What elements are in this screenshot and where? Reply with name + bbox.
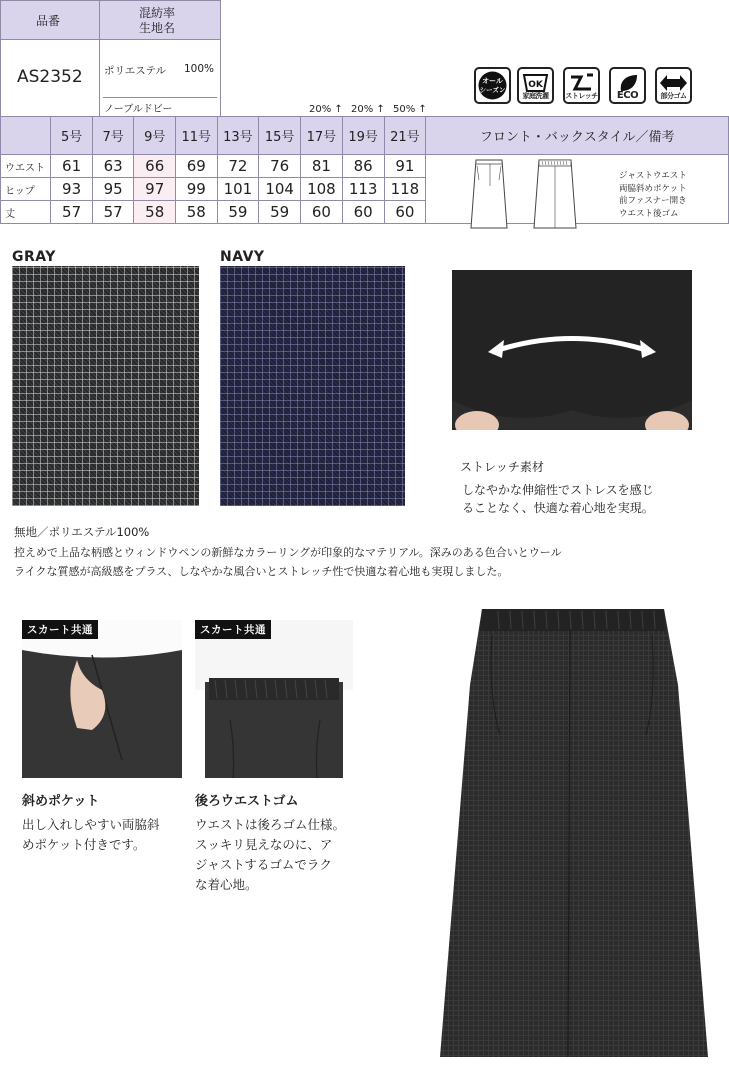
- gray-swatch: [12, 266, 199, 506]
- stretch-text-2: ることなく、快適な着心地を実現。: [462, 501, 654, 515]
- stretch-photo: [452, 270, 692, 445]
- table-cell: 69: [175, 155, 217, 178]
- skirt-front-drawing: [466, 158, 512, 230]
- elastic-text-4: な着心地。: [195, 877, 258, 892]
- elastic-text-3: ジャストするゴムでラク: [195, 857, 332, 872]
- stretch-title: ストレッチ素材: [460, 460, 544, 474]
- table-cell: 118: [384, 178, 426, 201]
- stretch-label: ストレッチ: [565, 92, 598, 100]
- table-cell: 101: [217, 178, 259, 201]
- table-cell: 72: [217, 155, 259, 178]
- pocket-text-1: 出し入れしやすい両脇斜: [22, 817, 160, 832]
- table-cell: 95: [92, 178, 134, 201]
- elastic-text-2: スッキリ見えなのに、ア: [195, 837, 333, 852]
- partial-elastic-icon: [655, 67, 692, 104]
- table-cell: 60: [342, 201, 384, 224]
- gray-label: GRAY: [12, 249, 56, 265]
- fabric-summary: 無地／ポリエステル100%: [14, 525, 150, 539]
- material-percent: 100%: [184, 63, 215, 75]
- row-label: ウエスト: [1, 155, 51, 178]
- table-cell: 113: [342, 178, 384, 201]
- table-cell: 97: [134, 178, 176, 201]
- size-header: 11号: [175, 117, 217, 155]
- pocket-photo: [22, 620, 182, 778]
- product-number-label: 品番: [36, 14, 61, 28]
- table-cell: 86: [342, 155, 384, 178]
- skirt-product-image: [438, 605, 710, 1060]
- blend-label: 混紡率: [139, 6, 176, 20]
- pocket-title: 斜めポケット: [22, 794, 100, 809]
- stretch-text-1: しなやかな伸縮性でストレスを感じ: [462, 483, 654, 497]
- skirt-common-tag: スカート共通: [195, 620, 271, 639]
- description-line-2: ライクな質感が高級感をプラス、しなやかな風合いとストレッチ性で快適な着心地も実現しました。: [14, 565, 509, 578]
- svg-text:OK: OK: [528, 80, 543, 90]
- size-header: 21号: [384, 117, 426, 155]
- elastic-text-1: ウエストは後ろゴム仕様。: [195, 817, 346, 832]
- table-cell: 60: [301, 201, 343, 224]
- table-cell: 93: [51, 178, 93, 201]
- notes-header: フロント・バックスタイル／備考: [426, 117, 729, 155]
- table-cell: 57: [51, 201, 93, 224]
- table-cell: 58: [134, 201, 176, 224]
- elastic-title: 後ろウエストゴム: [195, 794, 299, 809]
- home-wash-icon: [517, 67, 554, 104]
- table-cell: 91: [384, 155, 426, 178]
- eco-icon: [609, 67, 646, 104]
- navy-label: NAVY: [220, 249, 265, 265]
- elastic-photo: [195, 620, 353, 778]
- description-line-1: 控えめで上品な柄感とウィンドウペンの新鮮なカラーリングが印象的なマテリアル。深みのある色合いとウール: [14, 546, 562, 559]
- table-cell: 60: [384, 201, 426, 224]
- table-cell: 63: [92, 155, 134, 178]
- percent-note-17: 20% ↑: [309, 104, 343, 115]
- size-header: 19号: [342, 117, 384, 155]
- skirt-back-drawing: [530, 158, 580, 230]
- size-header: 9号: [134, 117, 176, 155]
- material-name: ポリエステル: [104, 65, 167, 77]
- size-header: 7号: [92, 117, 134, 155]
- table-cell: 58: [175, 201, 217, 224]
- table-cell: 81: [301, 155, 343, 178]
- table-cell: 99: [175, 178, 217, 201]
- style-note: ウエスト後ゴム: [619, 208, 679, 219]
- corner-cell: [1, 117, 51, 155]
- style-note: ジャストウエスト: [619, 171, 687, 181]
- table-cell: 76: [259, 155, 301, 178]
- home-wash-label: 家庭洗濯: [522, 92, 549, 100]
- partial-elastic-label: 部分ゴム: [660, 92, 687, 100]
- percent-note-21: 50% ↑: [393, 104, 427, 115]
- size-header: 13号: [217, 117, 259, 155]
- percent-note-19: 20% ↑: [351, 104, 385, 115]
- row-label: ヒップ: [1, 178, 51, 201]
- size-header: 15号: [259, 117, 301, 155]
- style-note: 前ファスナー開き: [619, 196, 687, 206]
- table-cell: 57: [92, 201, 134, 224]
- table-cell: 59: [217, 201, 259, 224]
- table-cell: 104: [259, 178, 301, 201]
- size-header: 5号: [51, 117, 93, 155]
- svg-text:オール: オール: [482, 77, 503, 85]
- product-code: AS2352: [17, 67, 83, 87]
- table-cell: 61: [51, 155, 93, 178]
- skirt-common-tag: スカート共通: [22, 620, 98, 639]
- pocket-text-2: めポケット付きです。: [22, 837, 146, 852]
- navy-swatch: [220, 266, 405, 506]
- style-notes: [619, 170, 687, 220]
- row-label: 丈: [1, 201, 51, 224]
- size-header: 17号: [301, 117, 343, 155]
- stretch-icon: [563, 67, 600, 104]
- svg-text:シーズン: シーズン: [479, 86, 506, 94]
- material-divider: [103, 97, 217, 98]
- table-cell: 108: [301, 178, 343, 201]
- style-note: 両脇斜めポケット: [619, 183, 687, 194]
- table-cell: 59: [259, 201, 301, 224]
- table-cell: 66: [134, 155, 176, 178]
- fabric-name: ノーブルドビー: [104, 104, 173, 115]
- fabric-label: 生地名: [139, 21, 176, 35]
- eco-label: ECO: [616, 90, 639, 101]
- all-season-icon: [474, 67, 511, 104]
